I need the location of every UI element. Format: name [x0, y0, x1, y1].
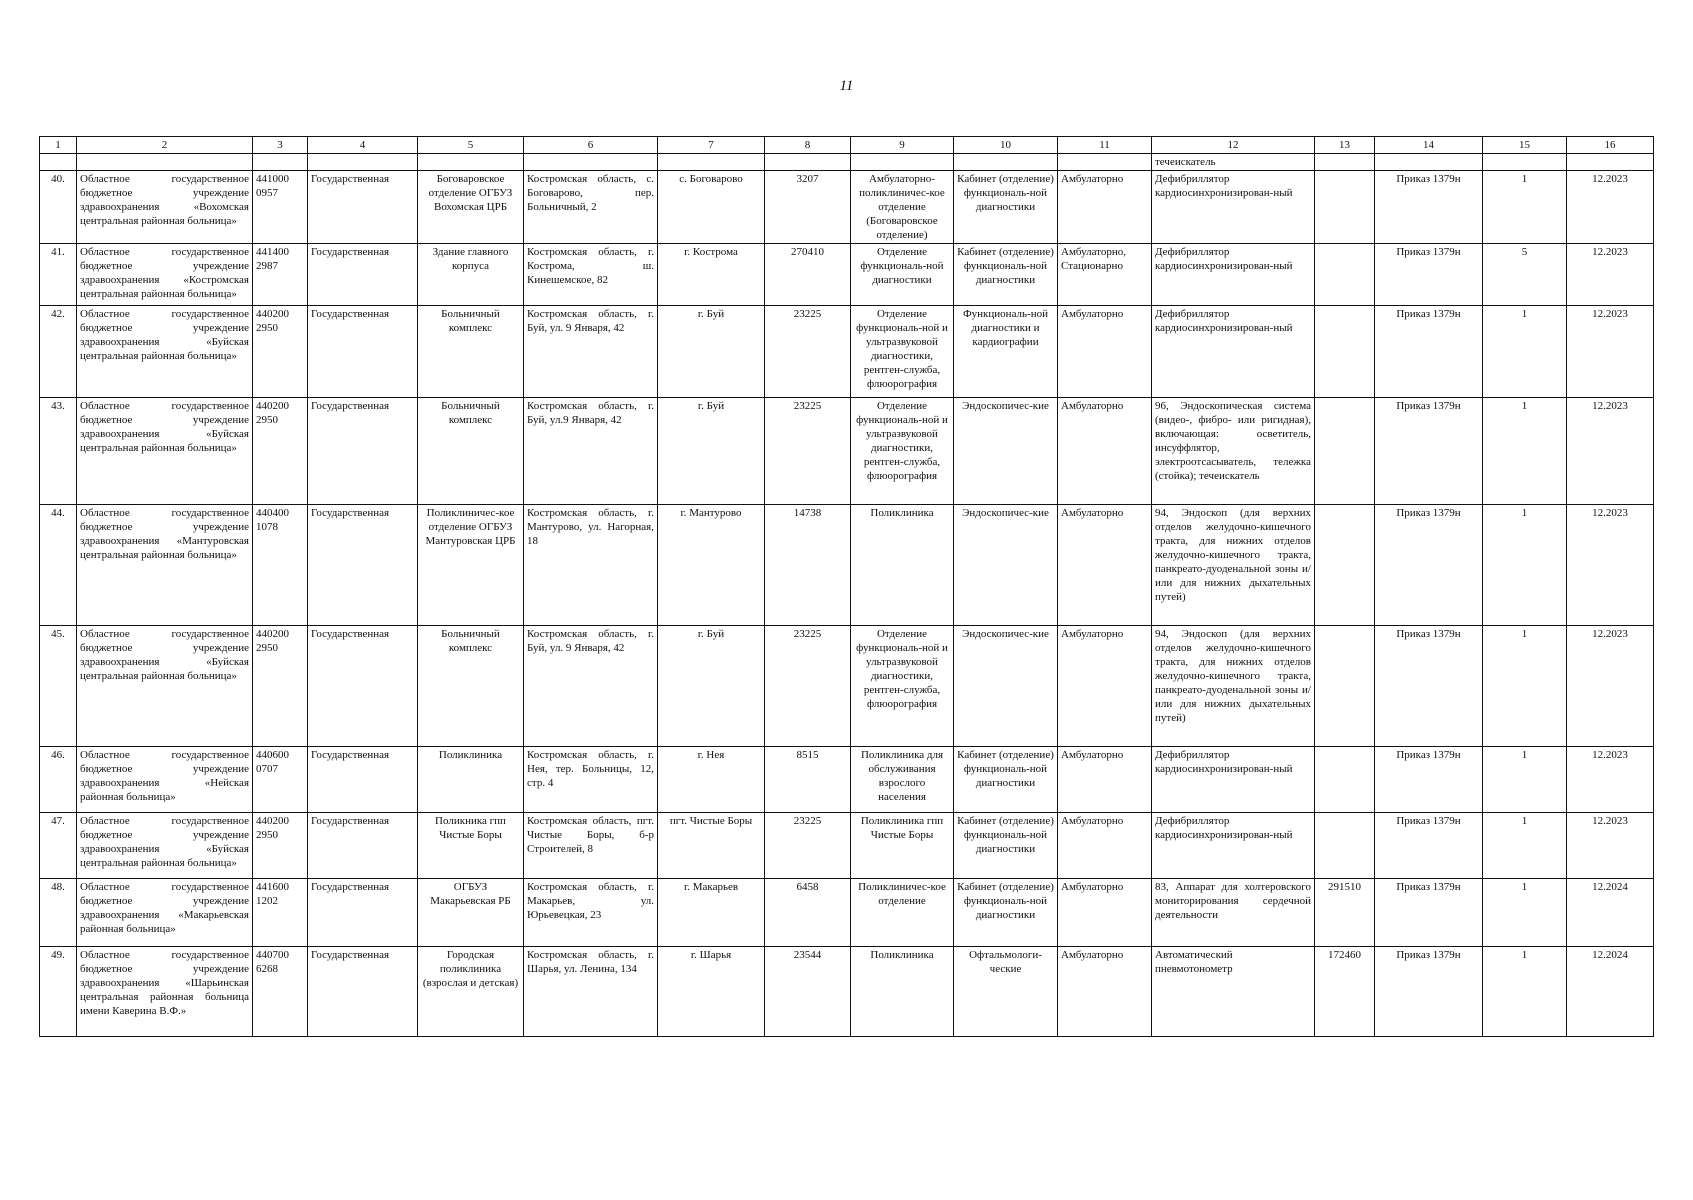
- population-cell: 23225: [765, 626, 851, 747]
- division-cell: Поликлиника для обслуживания взрослого населения: [851, 747, 954, 813]
- order-cell: Приказ 1379н: [1375, 171, 1483, 244]
- structural-unit-cell: Боговаровское отделение ОГБУЗ Вохомская ЦРБ: [418, 171, 524, 244]
- date-cell: 12.2023: [1567, 398, 1654, 505]
- quantity-cell: 1: [1483, 747, 1567, 813]
- column-header-6: 6: [524, 137, 658, 154]
- date-cell: 12.2024: [1567, 879, 1654, 947]
- code-cell: 441400 2987: [253, 244, 308, 306]
- table-row: [40, 306, 1654, 398]
- table-header: [40, 137, 1654, 154]
- organization-cell: Областное государственное бюджетное учреждение здравоохранения «Буйская центральная районная больница»: [77, 626, 253, 747]
- equipment-cell: 94, Эндоскоп (для верхних отделов желудочно-кишечного тракта, для нижних отделов желудочно-кишечного тракта, панкреато-дуоденальной зоны и/или для нижних дыхательных путей): [1152, 505, 1315, 626]
- division-cell: Амбулаторно-поликлиничес-кое отделение (Боговаровское отделение): [851, 171, 954, 244]
- equipment-code-cell: [1315, 505, 1375, 626]
- room-cell: Кабинет (отделение) функциональ-ной диагностики: [954, 747, 1058, 813]
- ownership-form-cell: Государственная: [308, 879, 418, 947]
- ownership-form-cell: Государственная: [308, 505, 418, 626]
- equipment-code-cell: [1315, 244, 1375, 306]
- structural-unit-cell: Поликлиничес-кое отделение ОГБУЗ Мантуровская ЦРБ: [418, 505, 524, 626]
- order-cell: Приказ 1379н: [1375, 947, 1483, 1037]
- equipment-code-cell: [1315, 747, 1375, 813]
- quantity-cell: 5: [1483, 244, 1567, 306]
- population-cell: 23225: [765, 813, 851, 879]
- population-cell: 23225: [765, 306, 851, 398]
- order-cell: Приказ 1379н: [1375, 505, 1483, 626]
- continuation-equipment-cell: течеискатель: [1152, 154, 1315, 171]
- population-cell: 3207: [765, 171, 851, 244]
- address-cell: Костромская область, г. Буй, ул. 9 Января, 42: [524, 626, 658, 747]
- date-cell: 12.2023: [1567, 505, 1654, 626]
- ownership-form-cell: Государственная: [308, 626, 418, 747]
- room-cell: Кабинет (отделение) функциональ-ной диагностики: [954, 171, 1058, 244]
- structural-unit-cell: Больничный комплекс: [418, 306, 524, 398]
- room-cell: Эндоскопичес-кие: [954, 626, 1058, 747]
- organization-cell: Областное государственное бюджетное учреждение здравоохранения «Вохомская центральная районная больница»: [77, 171, 253, 244]
- code-cell: 440200 2950: [253, 306, 308, 398]
- structural-unit-cell: Городская поликлиника (взрослая и детская): [418, 947, 524, 1037]
- room-cell: Офтальмологи-ческие: [954, 947, 1058, 1037]
- conditions-cell: Амбулаторно: [1058, 306, 1152, 398]
- division-cell: Поликлиничес-кое отделение: [851, 879, 954, 947]
- quantity-cell: 1: [1483, 626, 1567, 747]
- conditions-cell: Амбулаторно: [1058, 947, 1152, 1037]
- date-cell: 12.2023: [1567, 306, 1654, 398]
- equipment-cell: Дефибриллятор кардиосинхронизирован-ный: [1152, 813, 1315, 879]
- organization-cell: Областное государственное бюджетное учреждение здравоохранения «Шарьинская центральная районная больница имени Каверина В.Ф.»: [77, 947, 253, 1037]
- locality-cell: г. Кострома: [658, 244, 765, 306]
- row-number-cell: 48.: [40, 879, 77, 947]
- locality-cell: г. Нея: [658, 747, 765, 813]
- organization-cell: Областное государственное бюджетное учреждение здравоохранения «Буйская центральная районная больница»: [77, 398, 253, 505]
- locality-cell: г. Буй: [658, 626, 765, 747]
- page-number: 11: [839, 78, 854, 94]
- equipment-cell: Автоматический пневмотонометр: [1152, 947, 1315, 1037]
- locality-cell: г. Шарья: [658, 947, 765, 1037]
- equipment-cell: Дефибриллятор кардиосинхронизирован-ный: [1152, 171, 1315, 244]
- order-cell: Приказ 1379н: [1375, 813, 1483, 879]
- table-row: [40, 747, 1654, 813]
- division-cell: Отделение функциональ-ной и ультразвуковой диагностики, рентген-служба, флюорография: [851, 626, 954, 747]
- code-cell: 440600 0707: [253, 747, 308, 813]
- continuation-row: [40, 154, 1654, 171]
- structural-unit-cell: Больничный комплекс: [418, 398, 524, 505]
- equipment-code-cell: [1315, 626, 1375, 747]
- room-cell: Кабинет (отделение) функциональ-ной диагностики: [954, 244, 1058, 306]
- date-cell: 12.2023: [1567, 244, 1654, 306]
- conditions-cell: Амбулаторно: [1058, 171, 1152, 244]
- division-cell: Поликлиника: [851, 947, 954, 1037]
- table-row: [40, 813, 1654, 879]
- ownership-form-cell: Государственная: [308, 398, 418, 505]
- population-cell: 23225: [765, 398, 851, 505]
- date-cell: 12.2023: [1567, 626, 1654, 747]
- table-row: [40, 626, 1654, 747]
- conditions-cell: Амбулаторно: [1058, 813, 1152, 879]
- ownership-form-cell: Государственная: [308, 244, 418, 306]
- row-number-cell: 43.: [40, 398, 77, 505]
- conditions-cell: Амбулаторно: [1058, 626, 1152, 747]
- column-number-row: [40, 137, 1654, 154]
- address-cell: Костромская область, г. Буй, ул. 9 Января, 42: [524, 306, 658, 398]
- column-header-16: 16: [1567, 137, 1654, 154]
- code-cell: 441600 1202: [253, 879, 308, 947]
- table-row: [40, 505, 1654, 626]
- code-cell: 440700 6268: [253, 947, 308, 1037]
- conditions-cell: Амбулаторно: [1058, 879, 1152, 947]
- equipment-cell: 96, Эндоскопическая система (видео-, фибро- или ригидная), включающая: осветитель, инсуффлятор, электроотсасыватель, тележка (стойка); течеискатель: [1152, 398, 1315, 505]
- date-cell: 12.2023: [1567, 171, 1654, 244]
- table-row: [40, 879, 1654, 947]
- row-number-cell: 42.: [40, 306, 77, 398]
- population-cell: 270410: [765, 244, 851, 306]
- organization-cell: Областное государственное бюджетное учреждение здравоохранения «Мантуровская центральная районная больница»: [77, 505, 253, 626]
- address-cell: Костромская область, г. Кострома, ш. Кинешемское, 82: [524, 244, 658, 306]
- row-number-cell: 46.: [40, 747, 77, 813]
- quantity-cell: 1: [1483, 813, 1567, 879]
- table-row: [40, 171, 1654, 244]
- address-cell: Костромская область, г. Макарьев, ул. Юрьевецкая, 23: [524, 879, 658, 947]
- conditions-cell: Амбулаторно: [1058, 747, 1152, 813]
- structural-unit-cell: ОГБУЗ Макарьевская РБ: [418, 879, 524, 947]
- division-cell: Отделение функциональ-ной диагностики: [851, 244, 954, 306]
- population-cell: 14738: [765, 505, 851, 626]
- row-number-cell: 47.: [40, 813, 77, 879]
- population-cell: 6458: [765, 879, 851, 947]
- room-cell: Эндоскопичес-кие: [954, 398, 1058, 505]
- column-header-2: 2: [77, 137, 253, 154]
- quantity-cell: 1: [1483, 306, 1567, 398]
- structural-unit-cell: Здание главного корпуса: [418, 244, 524, 306]
- quantity-cell: 1: [1483, 171, 1567, 244]
- structural-unit-cell: Больничный комплекс: [418, 626, 524, 747]
- quantity-cell: 1: [1483, 398, 1567, 505]
- organization-cell: Областное государственное бюджетное учреждение здравоохранения «Макарьевская районная больница»: [77, 879, 253, 947]
- room-cell: Эндоскопичес-кие: [954, 505, 1058, 626]
- locality-cell: г. Буй: [658, 398, 765, 505]
- address-cell: Костромская область, г. Мантурово, ул. Нагорная, 18: [524, 505, 658, 626]
- locality-cell: г. Буй: [658, 306, 765, 398]
- equipment-code-cell: 172460: [1315, 947, 1375, 1037]
- column-header-15: 15: [1483, 137, 1567, 154]
- column-header-3: 3: [253, 137, 308, 154]
- row-number-cell: 40.: [40, 171, 77, 244]
- conditions-cell: Амбулаторно, Стационарно: [1058, 244, 1152, 306]
- structural-unit-cell: Поликлиника: [418, 747, 524, 813]
- quantity-cell: 1: [1483, 947, 1567, 1037]
- address-cell: Костромская область, с. Боговарово, пер. Больничный, 2: [524, 171, 658, 244]
- code-cell: 441000 0957: [253, 171, 308, 244]
- division-cell: Поликлиника: [851, 505, 954, 626]
- code-cell: 440400 1078: [253, 505, 308, 626]
- row-number-cell: 45.: [40, 626, 77, 747]
- date-cell: 12.2024: [1567, 947, 1654, 1037]
- organization-cell: Областное государственное бюджетное учреждение здравоохранения «Нейская районная больница»: [77, 747, 253, 813]
- locality-cell: пгт. Чистые Боры: [658, 813, 765, 879]
- address-cell: Костромская область, г. Буй, ул.9 Января, 42: [524, 398, 658, 505]
- column-header-8: 8: [765, 137, 851, 154]
- column-header-12: 12: [1152, 137, 1315, 154]
- organization-cell: Областное государственное бюджетное учреждение здравоохранения «Буйская центральная районная больница»: [77, 813, 253, 879]
- code-cell: 440200 2950: [253, 813, 308, 879]
- table-row: [40, 398, 1654, 505]
- date-cell: 12.2023: [1567, 747, 1654, 813]
- population-cell: 23544: [765, 947, 851, 1037]
- conditions-cell: Амбулаторно: [1058, 398, 1152, 505]
- column-header-11: 11: [1058, 137, 1152, 154]
- division-cell: Отделение функциональ-ной и ультразвуковой диагностики, рентген-служба, флюорография: [851, 306, 954, 398]
- ownership-form-cell: Государственная: [308, 947, 418, 1037]
- column-header-13: 13: [1315, 137, 1375, 154]
- order-cell: Приказ 1379н: [1375, 626, 1483, 747]
- locality-cell: с. Боговарово: [658, 171, 765, 244]
- column-header-14: 14: [1375, 137, 1483, 154]
- order-cell: Приказ 1379н: [1375, 306, 1483, 398]
- code-cell: 440200 2950: [253, 398, 308, 505]
- quantity-cell: 1: [1483, 505, 1567, 626]
- equipment-cell: Дефибриллятор кардиосинхронизирован-ный: [1152, 747, 1315, 813]
- room-cell: Кабинет (отделение) функциональ-ной диагностики: [954, 813, 1058, 879]
- address-cell: Костромская область, г. Шарья, ул. Ленина, 134: [524, 947, 658, 1037]
- ownership-form-cell: Государственная: [308, 306, 418, 398]
- conditions-cell: Амбулаторно: [1058, 505, 1152, 626]
- equipment-cell: Дефибриллятор кардиосинхронизирован-ный: [1152, 306, 1315, 398]
- date-cell: 12.2023: [1567, 813, 1654, 879]
- row-number-cell: 49.: [40, 947, 77, 1037]
- table-body: [40, 154, 1654, 1037]
- address-cell: Костромская область, пгт. Чистые Боры, б-р Строителей, 8: [524, 813, 658, 879]
- column-header-9: 9: [851, 137, 954, 154]
- table-row: [40, 947, 1654, 1037]
- order-cell: Приказ 1379н: [1375, 879, 1483, 947]
- equipment-code-cell: [1315, 813, 1375, 879]
- equipment-cell: Дефибриллятор кардиосинхронизирован-ный: [1152, 244, 1315, 306]
- ownership-form-cell: Государственная: [308, 747, 418, 813]
- ownership-form-cell: Государственная: [308, 813, 418, 879]
- table-row: [40, 244, 1654, 306]
- order-cell: Приказ 1379н: [1375, 244, 1483, 306]
- order-cell: Приказ 1379н: [1375, 747, 1483, 813]
- row-number-cell: 44.: [40, 505, 77, 626]
- division-cell: Отделение функциональ-ной и ультразвуковой диагностики, рентген-служба, флюорография: [851, 398, 954, 505]
- address-cell: Костромская область, г. Нея, тер. Больницы, 12, стр. 4: [524, 747, 658, 813]
- quantity-cell: 1: [1483, 879, 1567, 947]
- column-header-1: 1: [40, 137, 77, 154]
- locality-cell: г. Мантурово: [658, 505, 765, 626]
- equipment-registry-table: [39, 136, 1654, 1037]
- column-header-10: 10: [954, 137, 1058, 154]
- equipment-code-cell: [1315, 398, 1375, 505]
- locality-cell: г. Макарьев: [658, 879, 765, 947]
- organization-cell: Областное государственное бюджетное учреждение здравоохранения «Буйская центральная районная больница»: [77, 306, 253, 398]
- room-cell: Кабинет (отделение) функциональ-ной диагностики: [954, 879, 1058, 947]
- room-cell: Функциональ-ной диагностики и кардиографии: [954, 306, 1058, 398]
- equipment-code-cell: [1315, 306, 1375, 398]
- organization-cell: Областное государственное бюджетное учреждение здравоохранения «Костромская центральная районная больница»: [77, 244, 253, 306]
- order-cell: Приказ 1379н: [1375, 398, 1483, 505]
- column-header-4: 4: [308, 137, 418, 154]
- population-cell: 8515: [765, 747, 851, 813]
- row-number-cell: 41.: [40, 244, 77, 306]
- equipment-code-cell: [1315, 171, 1375, 244]
- structural-unit-cell: Поликника гпп Чистые Боры: [418, 813, 524, 879]
- column-header-5: 5: [418, 137, 524, 154]
- equipment-cell: 83, Аппарат для холтеровского мониторирования сердечной деятельности: [1152, 879, 1315, 947]
- equipment-code-cell: 291510: [1315, 879, 1375, 947]
- ownership-form-cell: Государственная: [308, 171, 418, 244]
- division-cell: Поликлиника гпп Чистые Боры: [851, 813, 954, 879]
- equipment-cell: 94, Эндоскоп (для верхних отделов желудочно-кишечного тракта, для нижних отделов желудочно-кишечного тракта, панкреато-дуоденальной зоны и/или для нижних дыхательных путей): [1152, 626, 1315, 747]
- code-cell: 440200 2950: [253, 626, 308, 747]
- column-header-7: 7: [658, 137, 765, 154]
